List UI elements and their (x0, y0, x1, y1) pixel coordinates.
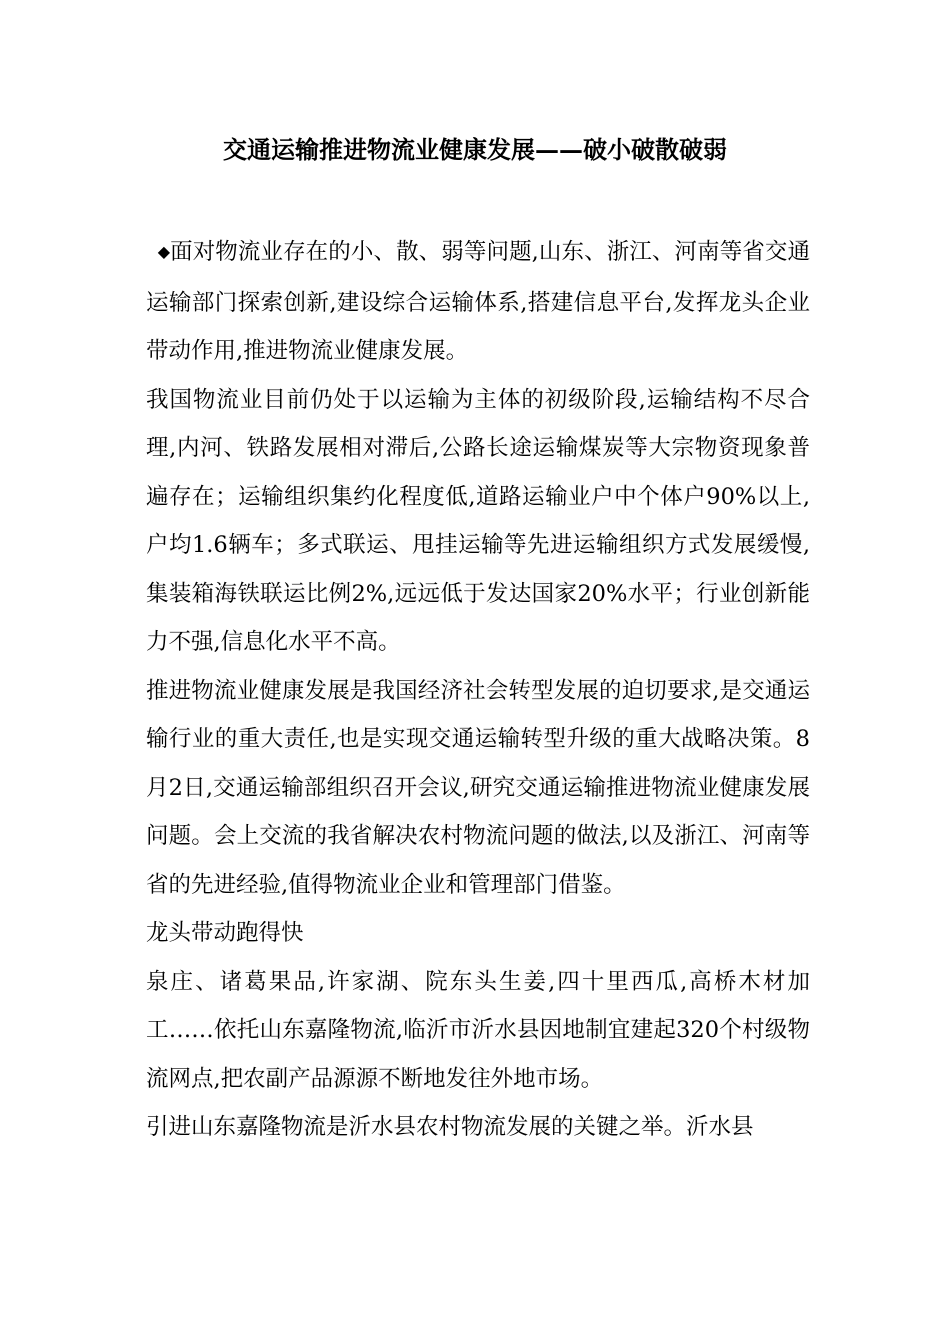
lead-text: 面对物流业存在的小、散、弱等问题,山东、浙江、河南等省交通运输部门探索创新,建设综合运输体系,搭建信息平台,发挥龙头企业带动作用,推进物流业健康发展。 (146, 239, 810, 364)
document-title: 交通运输推进物流业健康发展——破小破散破弱 (223, 135, 727, 164)
paragraph-status-quo: 我国物流业目前仍处于以运输为主体的初级阶段,运输结构不尽合理,内河、铁路发展相对滞后,公路长途运输煤炭等大宗物资现象普遍存在；运输组织集约化程度低,道路运输业户中个体户90%以上,户均1.6辆车；多式联运、甩挂运输等先进运输组织方式发展缓慢,集装箱海铁联运比例2%,远远低于发达国家20%水平；行业创新能力不强,信息化水平不高。 (146, 386, 810, 655)
paragraph-jialong: 引进山东嘉隆物流是沂水县农村物流发展的关键之举。沂水县 (146, 1114, 754, 1140)
paragraph-yishui-network: 泉庄、诸葛果品,许家湖、院东头生姜,四十里西瓜,高桥木材加工……依托山东嘉隆物流,临沂市沂水县因地制宜建起320个村级物流网点,把农副产品源源不断地发往外地市场。 (146, 968, 810, 1092)
lead-paragraph (146, 228, 810, 376)
section-heading: 龙头带动跑得快 (146, 920, 304, 946)
diamond-bullet-icon: ◆ (157, 242, 170, 261)
paragraph-significance: 推进物流业健康发展是我国经济社会转型发展的迫切要求,是交通运输行业的重大责任,也是实现交通运输转型升级的重大战略决策。8月2日,交通运输部组织召开会议,研究交通运输推进物流业健康发展问题。会上交流的我省解决农村物流问题的做法,以及浙江、河南等省的先进经验,值得物流业企业和管理部门借鉴。 (146, 677, 810, 898)
document-body (146, 228, 810, 1152)
